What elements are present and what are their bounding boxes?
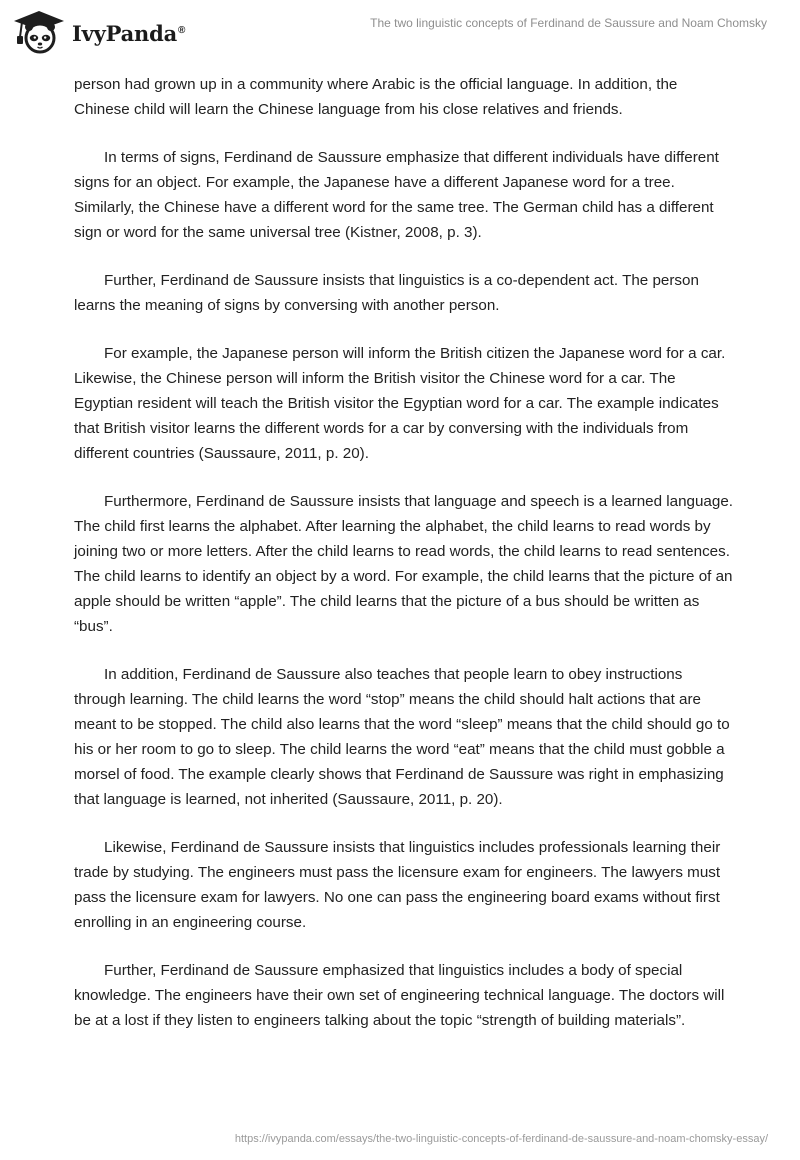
essay-body — [74, 72, 734, 1056]
brand-name: IvyPanda® — [72, 20, 186, 46]
paragraph: Further, Ferdinand de Saussure emphasized that linguistics includes a body of special knowledge. The engineers have their own set of engineering technical language. The doctors will be at a lost if they listen to engineers talking about the topic “strength of building materials”. — [74, 962, 725, 1029]
panda-graduation-cap-icon — [12, 9, 66, 55]
paragraph: person had grown up in a community where Arabic is the official language. In addition, the Chinese child will learn the Chinese language from his close relatives and friends. — [74, 76, 678, 118]
registered-mark: ® — [178, 24, 186, 36]
paragraph: For example, the Japanese person will inform the British citizen the Japanese word for a car. Likewise, the Chinese person will inform the British visitor the Chinese word for a car. The Egyptian resident will teach the British visitor the Egyptian word for a car. The example indicates that British visitor learns the different words for a car by conversing with the individuals from different countries (Saussaure, 2011, p. 20). — [74, 345, 726, 462]
source-url-link[interactable]: https://ivypanda.com/essays/the-two-linguistic-concepts-of-ferdinand-de-saussure-and-noam-chomsky-essay/ — [234, 1133, 768, 1145]
paragraph: Furthermore, Ferdinand de Saussure insists that language and speech is a learned language. The child first learns the alphabet. After learning the alphabet, the child learns to read words by joining two or more letters. After the child learns to read words, the child learns to read sentences. The child learns to identify an object by a word. For example, the child learns that the picture of an apple should be written “apple”. The child learns that the picture of a bus should be written as “bus”. — [74, 493, 733, 635]
paragraph: In terms of signs, Ferdinand de Saussure emphasize that different individuals have different signs for an object. For example, the Japanese have a different Japanese word for a tree. Similarly, the Chinese have a different word for the same tree. The German child has a different sign or word for the same universal tree (Kistner, 2008, p. 3). — [74, 149, 719, 241]
document-title: The two linguistic concepts of Ferdinand de Saussure and Noam Chomsky — [370, 16, 767, 30]
paragraph: Likewise, Ferdinand de Saussure insists that linguistics includes professionals learning their trade by studying. The engineers must pass the licensure exam for engineers. The lawyers must pass the licensure exam for lawyers. No one can pass the engineering board exams without first enrolling in an engineering course. — [74, 839, 721, 931]
ivypanda-logo[interactable] — [12, 9, 185, 55]
paragraph: In addition, Ferdinand de Saussure also teaches that people learn to obey instructions through learning. The child learns the word “stop” means the child should halt actions that are meant to be stopped. The child also learns that the word “sleep” means that the child should go to his or her room to go to sleep. The child learns the word “eat” means that the child must gobble a morsel of food. The example clearly shows that Ferdinand de Saussure was right in emphasizing that language is learned, not inherited (Saussaure, 2011, p. 20). — [74, 666, 730, 808]
page-header — [0, 0, 800, 70]
paragraph: Further, Ferdinand de Saussure insists that linguistics is a co-dependent act. The person learns the meaning of signs by conversing with another person. — [74, 272, 699, 314]
